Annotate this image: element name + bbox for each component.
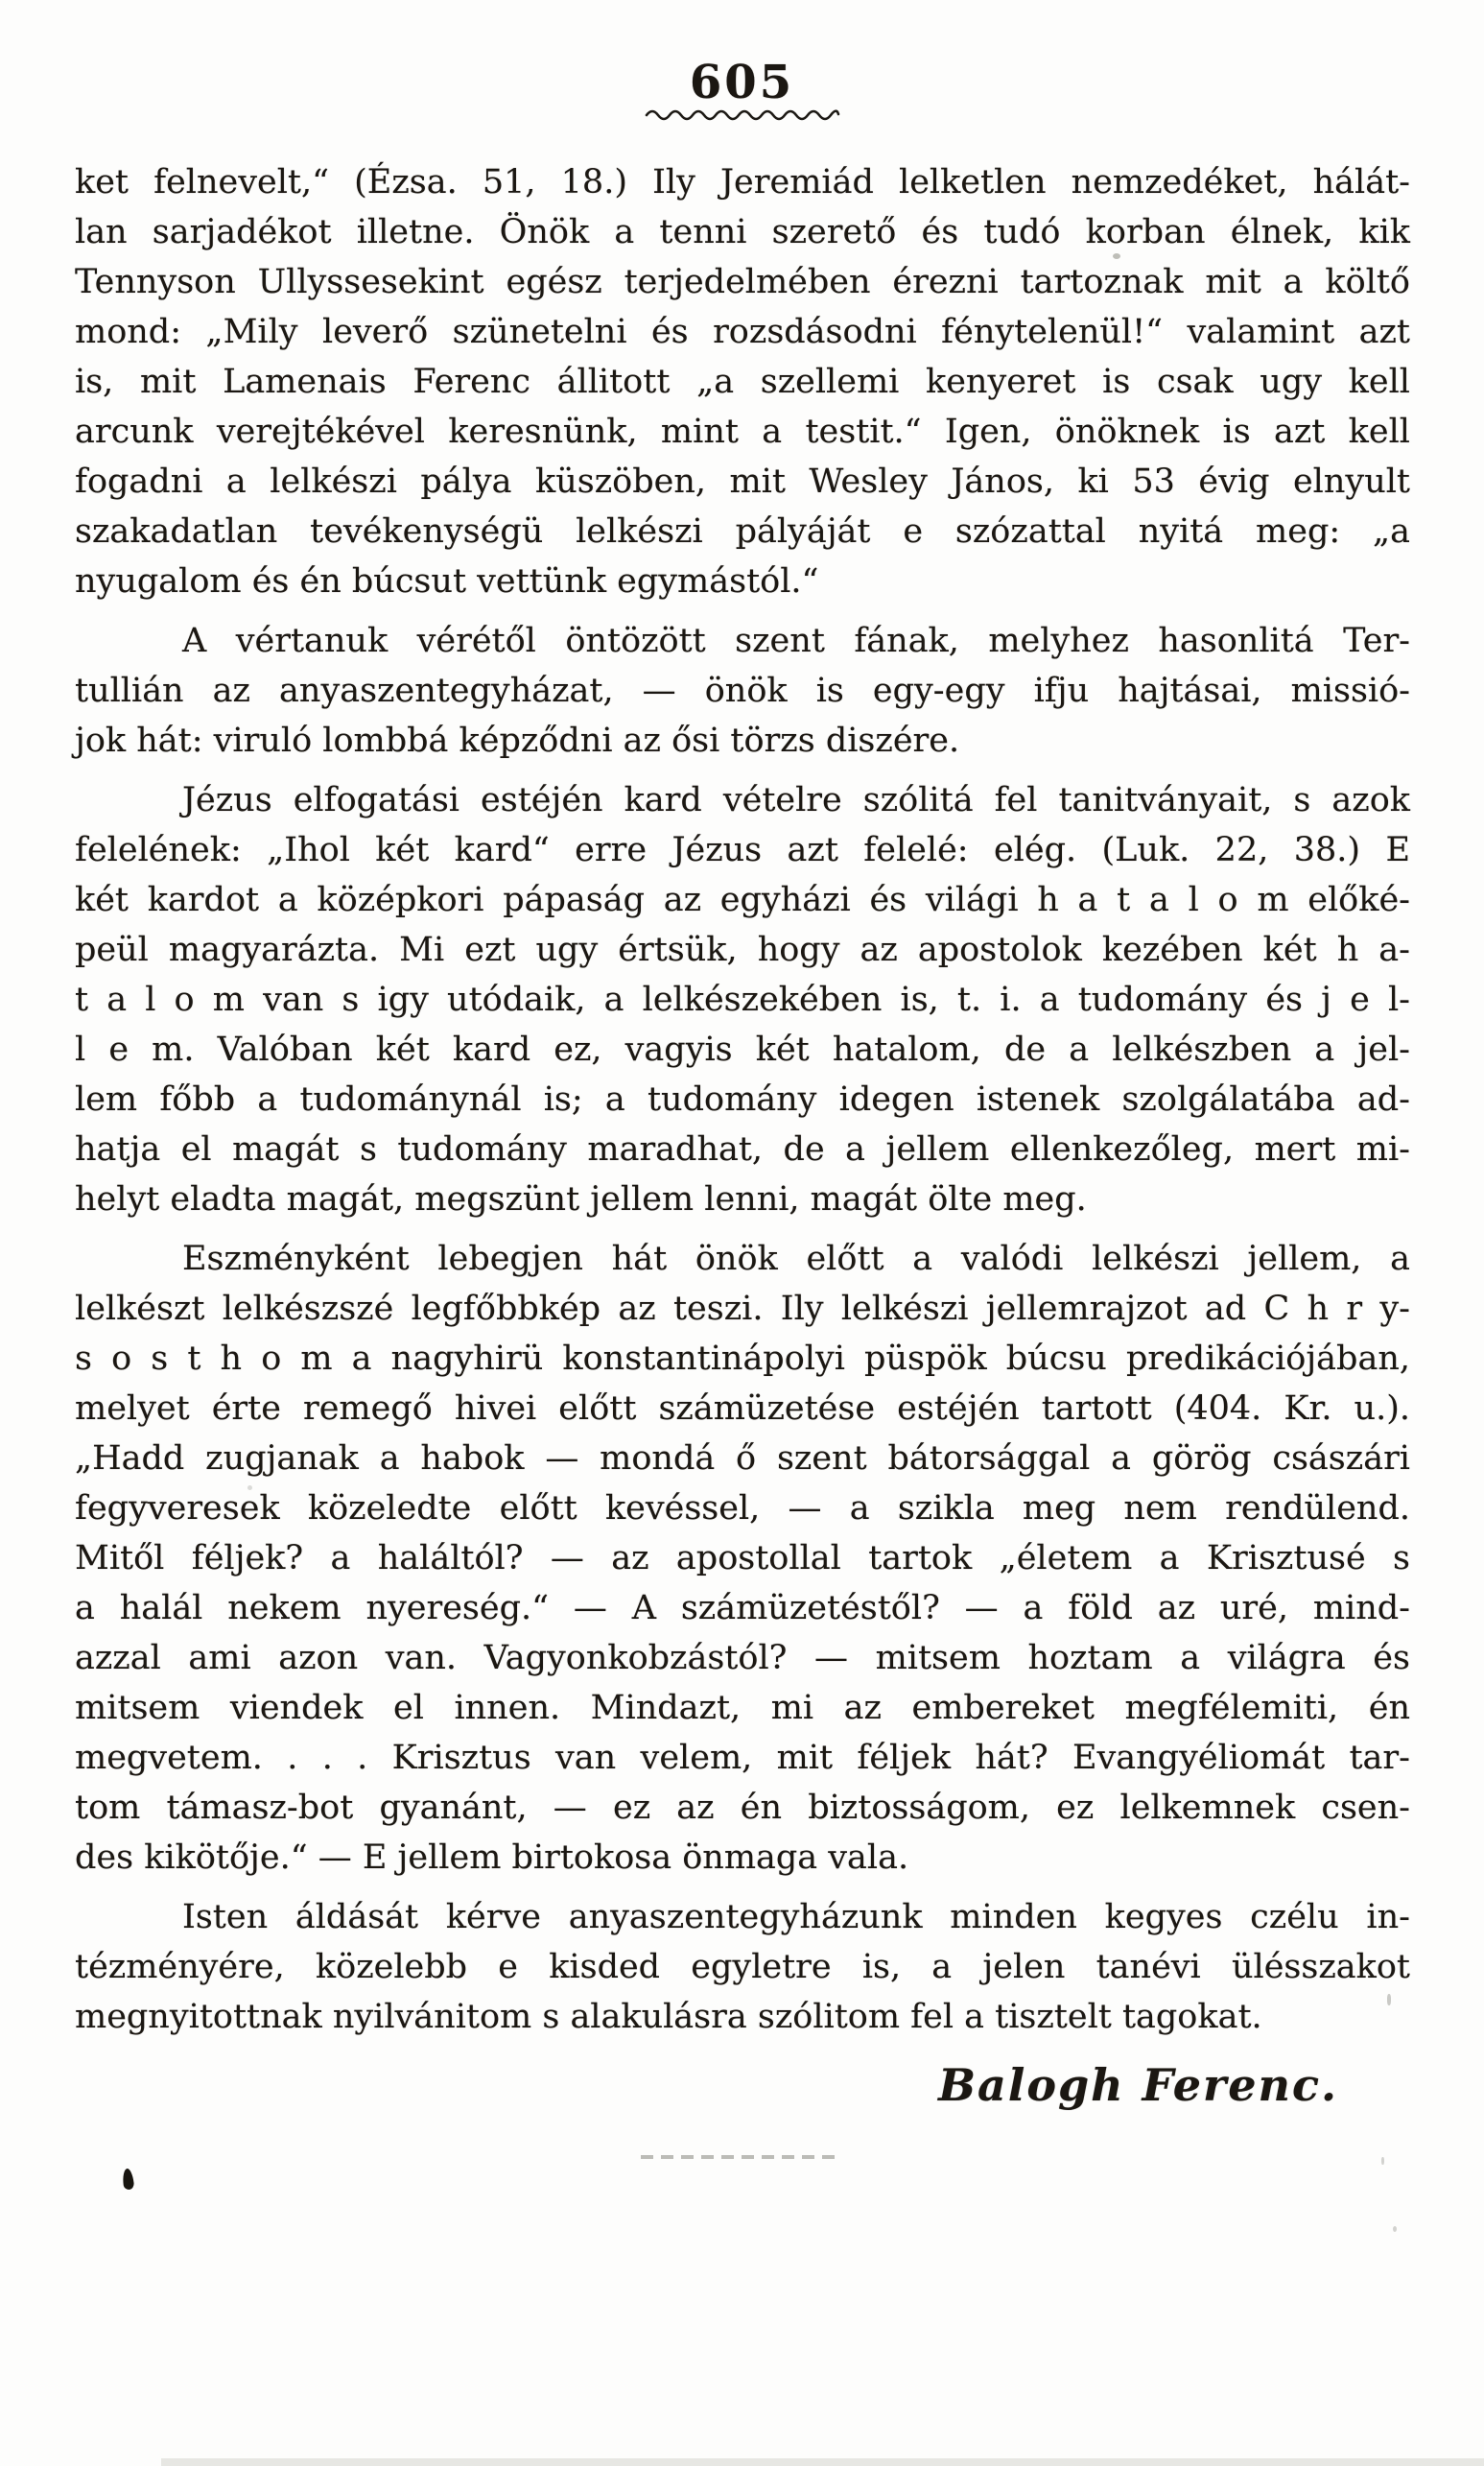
text-line: szakadatlan tevékenységü lelkészi pályáját e szózattal nyitá meg: „a (75, 512, 1410, 551)
text-line: tullián az anyaszentegyházat, — önök is egy-egy ifju hajtásai, missió- (75, 672, 1410, 710)
text-line: tom támasz-bot gyanánt, — ez az én biztosságom, ez lelkemnek csen- (75, 1789, 1410, 1827)
text-line: peül magyarázta. Mi ezt ugy értsük, hogy az apostolok kezében két h a- (75, 931, 1410, 969)
text-line: mitsem viendek el innen. Mindazt, mi az embereket megfélemiti, én (75, 1689, 1410, 1727)
paragraph (75, 616, 1410, 766)
ink-speck (1387, 1994, 1391, 2005)
text-line: l e m. Valóban két kard ez, vagyis két hatalom, de a lelkészben a jel- (75, 1031, 1410, 1069)
ink-speck (1113, 253, 1120, 259)
text-line: két kardot a középkori pápaság az egyházi és világi h a t a l o m előké- (75, 881, 1410, 919)
text-line: arcunk verejtékével keresnünk, mint a testit.“ Igen, önöknek is azt kell (75, 413, 1410, 451)
text-line: Tennyson Ullyssesekint egész terjedelmében érezni tartoznak mit a költő (75, 263, 1410, 301)
text-line: Eszményként lebegjen hát önök előtt a valódi lelkészi jellem, a (182, 1240, 1410, 1278)
text-line: jok hát: viruló lombbá képződni az ősi törzs diszére. (75, 722, 960, 760)
text-line: hatja el magát s tudomány maradhat, de a jellem ellenkezőleg, mert mi- (75, 1130, 1410, 1169)
text-line: ket felnevelt,“ (Ézsa. 51, 18.) Ily Jeremiád lelketlen nemzedéket, hálát- (75, 163, 1410, 202)
ink-speck (1381, 2157, 1384, 2165)
scan-artifact-dashes (641, 2155, 838, 2159)
paragraph (75, 157, 1410, 606)
text-line: des kikötője.“ — E jellem birtokosa önmaga vala. (75, 1838, 909, 1877)
text-line: megvetem. . . . Krisztus van velem, mit féljek hát? Evangyéliomát tar- (75, 1739, 1410, 1777)
page-edge-shadow (161, 2458, 1484, 2466)
text-line: s o s t h o m a nagyhirü konstantinápolyi püspök búcsu predikációjában, (75, 1340, 1410, 1378)
text-line: tézményére, közelebb e kisded egyletre is, a jelen tanévi ülésszakot (75, 1948, 1410, 1986)
text-line: a halál nekem nyereség.“ — A számüzetéstől? — a föld az uré, mind- (75, 1589, 1410, 1627)
page-number: 605 (689, 56, 795, 109)
text-line: fogadni a lelkészi pálya küszöben, mit Wesley János, ki 53 évig elnyult (75, 462, 1410, 501)
body-text (75, 157, 1410, 2042)
text-line: Isten áldását kérve anyaszentegyházunk minden kegyes czélu in- (182, 1898, 1410, 1936)
text-line: lan sarjadékot illetne. Önök a tenni szerető és tudó korban élnek, kik (75, 213, 1410, 251)
author-signature: Balogh Ferenc. (938, 2059, 1338, 2111)
text-line: melyet érte remegő hivei előtt számüzetése estéjén tartott (404. Kr. u.). (75, 1389, 1410, 1428)
wavy-divider (645, 106, 840, 123)
text-line: „Hadd zugjanak a habok — mondá ő szent bátorsággal a görög császári (75, 1439, 1410, 1478)
text-line: felelének: „Ihol két kard“ erre Jézus azt felelé: elég. (Luk. 22, 38.) E (75, 831, 1410, 869)
paragraph (75, 775, 1410, 1224)
ink-blot (122, 2168, 135, 2190)
ink-speck (1393, 2226, 1397, 2232)
text-line: helyt eladta magát, megszünt jellem lenni, magát ölte meg. (75, 1180, 1087, 1219)
ink-speck (247, 1485, 252, 1490)
text-line: is, mit Lamenais Ferenc állitott „a szellemi kenyeret is csak ugy kell (75, 363, 1410, 401)
paragraph (75, 1234, 1410, 1883)
text-line: mond: „Mily leverő szünetelni és rozsdásodni fénytelenül!“ valamint azt (75, 313, 1410, 351)
text-line: Jézus elfogatási estéjén kard vételre szólitá fel tanitványait, s azok (182, 781, 1410, 819)
text-line: azzal ami azon van. Vagyonkobzástól? — mitsem hoztam a világra és (75, 1639, 1410, 1677)
text-line: lem főbb a tudománynál is; a tudomány idegen istenek szolgálatába ad- (75, 1080, 1410, 1119)
text-line: A vértanuk vérétől öntözött szent fának, melyhez hasonlitá Ter- (182, 622, 1410, 660)
paragraph (75, 1892, 1410, 2042)
text-line: lelkészt lelkészszé legfőbbkép az teszi. Ily lelkészi jellemrajzot ad C h r y- (75, 1290, 1410, 1328)
text-line: megnyitottnak nyilvánitom s alakulásra szólitom fel a tisztelt tagokat. (75, 1998, 1262, 2036)
text-line: fegyveresek közeledte előtt kevéssel, — a szikla meg nem rendülend. (75, 1489, 1410, 1528)
text-line: Mitől féljek? a haláltól? — az apostollal tartok „életem a Krisztusé s (75, 1539, 1410, 1577)
text-line: t a l o m van s igy utódaik, a lelkészekében is, t. i. a tudomány és j e l- (75, 981, 1410, 1019)
text-line: nyugalom és én búcsut vettünk egymástól.“ (75, 562, 819, 601)
